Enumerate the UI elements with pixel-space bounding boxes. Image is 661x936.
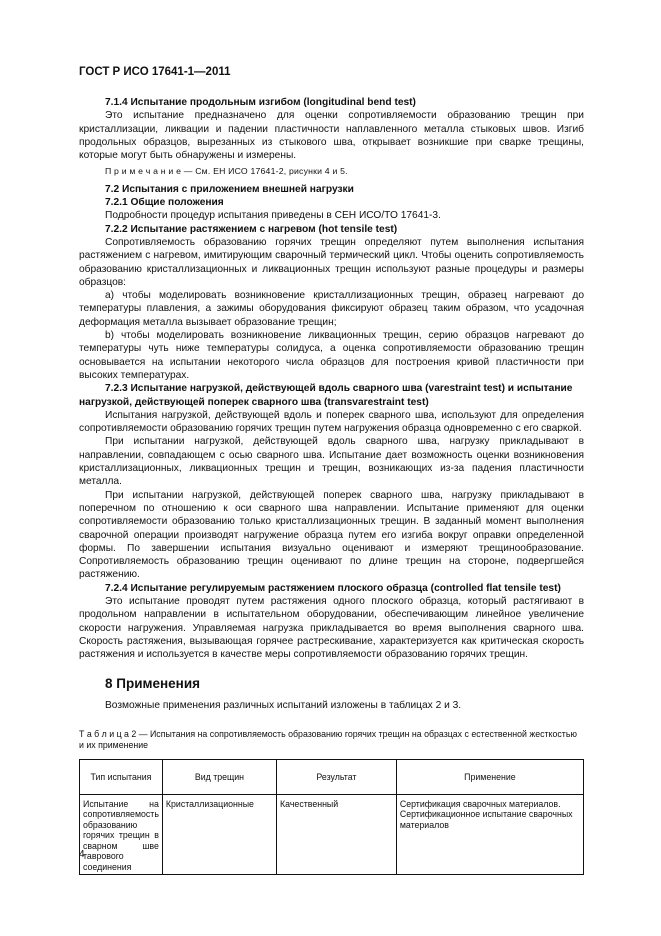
page-number: 4 xyxy=(79,849,85,860)
document-body xyxy=(79,96,584,875)
section-7-2-1-heading: 7.2.1 Общие положения xyxy=(105,197,224,209)
section-7-2-3-paragraph-1: Испытания нагрузкой, действующей вдоль и поперек сварного шва, используют для определения сопротивляемости образованию горячих трещин путем нагружения образца одновременно с его сваркой. xyxy=(79,409,584,435)
section-7-2-2-heading: 7.2.2 Испытание растяжением с нагревом (hot tensile test) xyxy=(105,223,398,235)
table-header-cell: Тип испытания xyxy=(80,760,163,795)
table-cell-crack-type: Кристаллизационные xyxy=(162,795,276,875)
table-2 xyxy=(79,759,584,875)
section-7-1-4-heading: 7.1.4 Испытание продольным изгибом (longitudinal bend test) xyxy=(105,97,416,108)
note: П р и м е ч а н и е — См. ЕН ИСО 17641-2, рисунки 4 и 5. xyxy=(105,166,348,177)
section-7-2-4-paragraph: Это испытание проводят путем растяжения одного плоского образца, который растягивают в продольном направлении в испытательном оборудовании, обеспечивающим линейное увеличение скорости нагружения. Управляемая нагрузка прикладывается во время выполнения сварного шва. Скорость растяжения, вызывающая горячее растрескивание, характеризуется как критическая скорость растяжения и используется в качестве меры сопротивляемости образованию горячих трещин. xyxy=(79,595,584,661)
section-8-text: Возможные применения различных испытаний изложены в таблицах 2 и 3. xyxy=(105,699,462,711)
section-7-2-3-heading-line2: нагрузкой, действующей поперек сварного шва (transvarestraint test) xyxy=(79,396,429,408)
table-header-row xyxy=(80,760,584,795)
section-7-1-4-text: Это испытание предназначено для оценки сопротивляемости образованию трещин при кристаллизации, ликвации и падении пластичности наплавленного металла стыковых швов. Изгиб продольных образцов, вырезанных из стыкового шва, открывает возникшие при сварке трещины, которые могут быть обнаружены и измерены. xyxy=(79,110,584,162)
section-7-2-heading: 7.2 Испытания с приложением внешней нагрузки xyxy=(105,183,354,195)
section-7-2-2-item-b: b) чтобы моделировать возникновение ликвационных трещин, серию образцов нагревают до температуры чуть ниже температуры солидуса, а оценка сопротивляемости образованию трещин основывается на испытании некоторого числа образцов для построения кривой пластичности при высоких температурах. xyxy=(79,330,584,381)
table-header-cell: Применение xyxy=(396,760,583,795)
table-header-cell: Вид трещин xyxy=(162,760,276,795)
section-7-2-1-text: Подробности процедур испытания приведены в СЕН ИСО/ТО 17641-3. xyxy=(105,210,441,222)
table-cell-application: Сертификация сварочных материалов. Сертификационное испытание сварочных материалов xyxy=(396,795,583,875)
table-cell-test-type: Испытание на сопротивляемость образованию горячих трещин в сварном шве таврового соединения xyxy=(80,795,163,875)
table-row xyxy=(80,795,584,875)
table-cell-result: Качественный xyxy=(277,795,397,875)
section-7-2-2-item-a: a) чтобы моделировать возникновение кристаллизационных трещин, образец нагревают до температуры плавления, а зажимы оборудования фиксируют образец таким образом, что усадочная деформация металла вызывает образование трещин; xyxy=(79,290,584,328)
section-7-2-3-paragraph-3: При испытании нагрузкой, действующей поперек сварного шва, нагрузку прикладывают в поперечном по отношению к оси сварного шва направлении. Испытание применяют для оценки сопротивляемости образованию только кристаллизационных трещин. В заданный момент выполнения сварочной операции производят нагружение образца путем его изгиба вокруг оправки определенной формы. По завершении испытания визуально оценивают и измеряют трещинообразование. Сопротивляемость образованию трещин оценивают по длине трещин на стороне, подвергшейся растяжению. xyxy=(79,489,584,581)
section-7-2-3-paragraph-2: При испытании нагрузкой, действующей вдоль сварного шва, нагрузку прикладывают в направлении, совпадающем с осью сварного шва. Испытание дает возможность оценки возникновения кристаллизационных, ликвационных трещин и трещин, возникающих из-за падения пластичности металла. xyxy=(79,436,584,488)
section-7-2-3-heading-line1: 7.2.3 Испытание нагрузкой, действующей вдоль сварного шва (varestraint test) и испытание xyxy=(105,383,573,395)
document-header: ГОСТ Р ИСО 17641-1—2011 xyxy=(79,66,231,78)
section-7-2-4-heading: 7.2.4 Испытание регулируемым растяжением плоского образца (controlled flat tensile test) xyxy=(105,582,561,594)
section-7-2-2-paragraph: Сопротивляемость образованию горячих трещин определяют путем выполнения испытания растяжением с нагревом, имитирующим сварочный термический цикл. Чтобы оценить сопротивляемость образованию кристаллизационных и ликвационных трещин используют разные процедуры и размеры образцов: xyxy=(79,236,584,288)
table-caption: Т а б л и ц а 2 — Испытания на сопротивляемость образованию горячих трещин на образцах с естественной жесткостью и их применение xyxy=(79,729,577,751)
section-8-heading: 8 Применения xyxy=(105,676,200,692)
table-header-cell: Результат xyxy=(277,760,397,795)
